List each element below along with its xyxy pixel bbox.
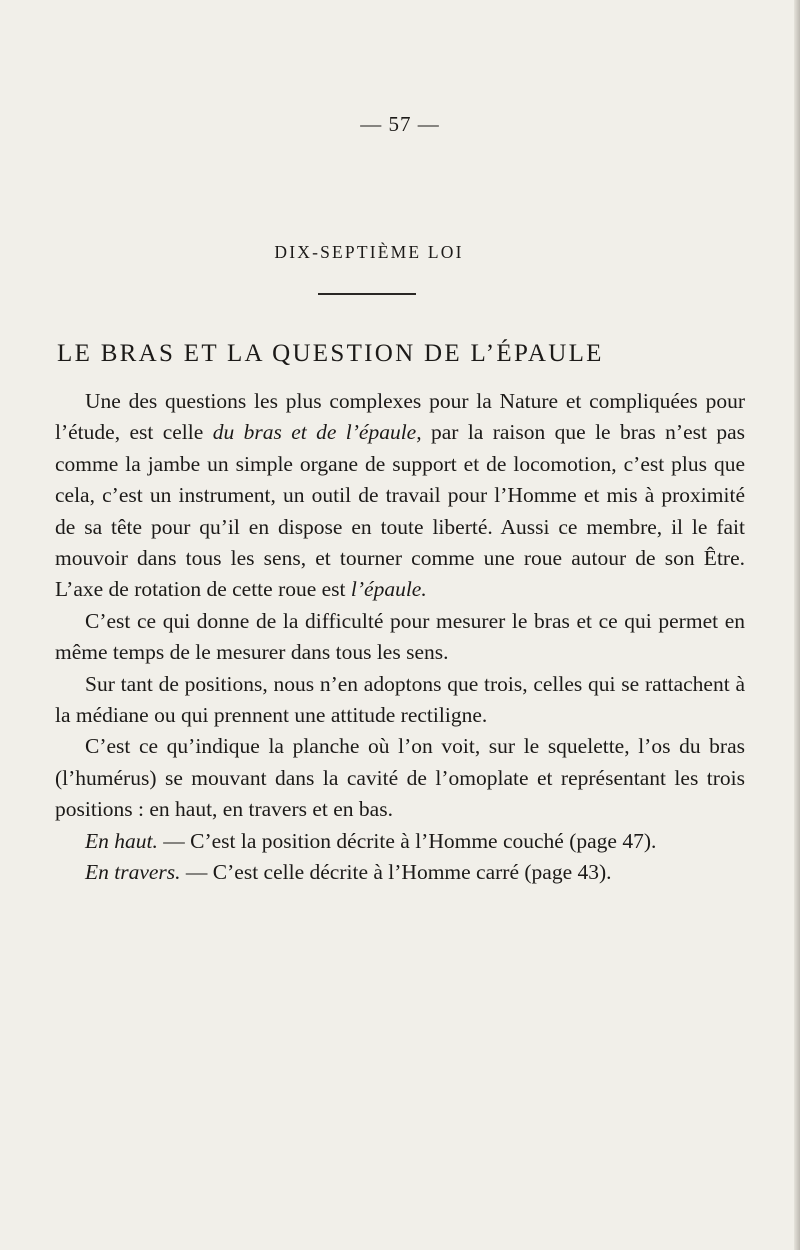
paragraph-1	[55, 386, 745, 606]
paragraph-6-text: — C’est celle décrite à l’Homme carré (page 43).	[180, 860, 612, 885]
paragraph-1-italic-bras-epaule: du bras et de l’épaule,	[212, 420, 422, 445]
paragraph-6	[55, 857, 745, 888]
paragraph-1-text-c: par la raison que le bras n’est pas comme la jambe un simple organe de support et de locomotion, c’est plus que cela, c’est un instrument, un outil de travail pour l’Homme et mis à proximité de sa tête pour qu’il en dispose en toute liberté. Aussi ce membre, il le fait mouvoir dans tous les sens, et tourner comme une roue autour de son Être. L’axe de rotation de cette roue est	[55, 420, 746, 602]
page-number: — 57 —	[360, 112, 440, 136]
chapter-title: LE BRAS ET LA QUESTION DE L’ÉPAULE	[57, 340, 604, 367]
paragraph-3: Sur tant de positions, nous n’en adoptons que trois, celles qui se rattachent à la médiane ou qui prennent une attitude rectiligne.	[55, 671, 745, 728]
paragraph-5	[55, 826, 745, 857]
paragraph-4: C’est ce qu’indique la planche où l’on voit, sur le squelette, l’os du bras (l’humérus) se mouvant dans la cavité de l’omoplate et représentant les trois positions : en haut, en travers et en bas.	[55, 734, 745, 822]
paragraph-1-italic-epaule: l’épaule.	[350, 577, 427, 602]
paragraph-1-text-a: Une des questions les plus complexes pour la Nature et compliquées pour l’étude, est celle	[55, 389, 745, 445]
law-title: DIX-SEPTIÈME LOI	[274, 242, 464, 262]
paragraph-6-label: En travers.	[85, 860, 181, 885]
body-text	[55, 386, 745, 889]
paragraph-5-label: En haut.	[85, 828, 158, 853]
paragraph-2: C’est ce qui donne de la difficulté pour mesurer le bras et ce qui permet en même temps de le mesurer dans tous les sens.	[55, 608, 745, 665]
separator-rule	[318, 293, 416, 295]
page-edge	[794, 0, 800, 1250]
paragraph-5-text: — C’est la position décrite à l’Homme couché (page 47).	[157, 828, 657, 853]
